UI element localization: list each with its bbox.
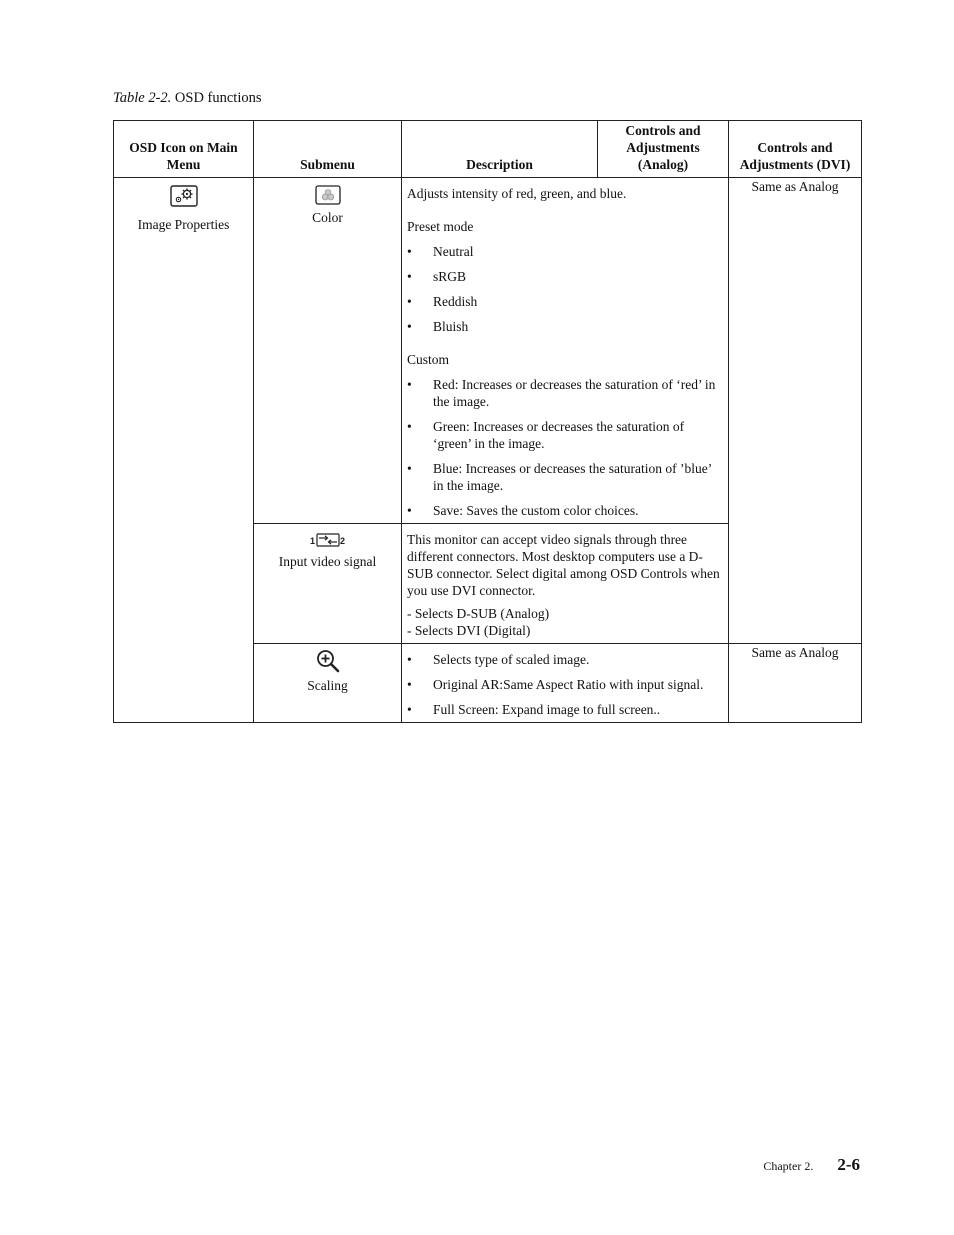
dvi-color-cell [729, 178, 862, 644]
table-caption [113, 90, 262, 107]
custom-list [407, 376, 723, 519]
custom-title: Custom [407, 352, 450, 367]
footer-chapter: Chapter 2. [763, 1159, 814, 1173]
submenu-color-cell [254, 178, 402, 524]
main-menu-label: Image Properties [137, 217, 230, 232]
custom-item: • Green: Increases or decreases the saturation of ‘green’ in the image. [407, 418, 723, 452]
color-icon [315, 185, 341, 205]
input-option-dvi: - Selects DVI (Digital) [407, 623, 531, 638]
image-properties-icon [170, 185, 198, 207]
custom-item: • Blue: Increases or decreases the saturation of ’blue’ in the image. [407, 460, 723, 494]
table-header-row [114, 121, 862, 178]
dvi-same-as-analog: Same as Analog [751, 179, 839, 194]
table-row [114, 178, 862, 524]
svg-text:1: 1 [309, 536, 315, 546]
input-video-signal-icon [310, 531, 346, 549]
input-option-dsub: - Selects D-SUB (Analog) [407, 606, 550, 621]
submenu-scaling-cell [254, 644, 402, 723]
submenu-input-cell [254, 524, 402, 644]
osd-functions-table [113, 120, 862, 723]
header-description: Description [402, 121, 598, 178]
dvi-same-as-analog: Same as Analog [751, 645, 839, 660]
header-submenu: Submenu [254, 121, 402, 178]
page-number: 2-6 [837, 1155, 860, 1174]
scaling-description [402, 644, 729, 723]
custom-item: • Save: Saves the custom color choices. [407, 502, 723, 519]
dvi-scaling-cell [729, 644, 862, 723]
scaling-list [407, 651, 723, 718]
custom-item: • Red: Increases or decreases the saturation of ‘red’ in the image. [407, 376, 723, 410]
header-osd-icon: OSD Icon on Main Menu [114, 121, 254, 178]
color-intro: Adjusts intensity of red, green, and blue. [407, 186, 627, 201]
submenu-input-label: Input video signal [278, 554, 377, 569]
page-footer [763, 1155, 860, 1175]
scaling-item: • Full Screen: Expand image to full screen.. [407, 701, 723, 718]
preset-list [407, 243, 723, 335]
caption-label: Table 2-2. [113, 90, 172, 106]
input-desc-text: This monitor can accept video signals through three different connectors. Most desktop computers use a D-SUB connector. Select digital among OSD Controls when you use DVI connector. [407, 532, 720, 598]
preset-item: • Neutral [407, 243, 723, 260]
preset-item: • Bluish [407, 318, 723, 335]
header-dvi: Controls and Adjustments (DVI) [729, 121, 862, 178]
input-description [402, 524, 729, 644]
submenu-scaling-label: Scaling [307, 678, 348, 693]
preset-mode-title: Preset mode [407, 219, 474, 234]
preset-item: • Reddish [407, 293, 723, 310]
scaling-item: • Original AR:Same Aspect Ratio with input signal. [407, 676, 723, 693]
scaling-icon [316, 649, 340, 673]
preset-item: • sRGB [407, 268, 723, 285]
submenu-color-label: Color [312, 210, 343, 225]
caption-text: OSD functions [171, 90, 262, 106]
header-analog: Controls and Adjustments (Analog) [598, 121, 729, 178]
color-description [402, 178, 729, 524]
main-menu-cell [114, 178, 254, 723]
scaling-item: • Selects type of scaled image. [407, 651, 723, 668]
svg-text:2: 2 [339, 536, 345, 546]
